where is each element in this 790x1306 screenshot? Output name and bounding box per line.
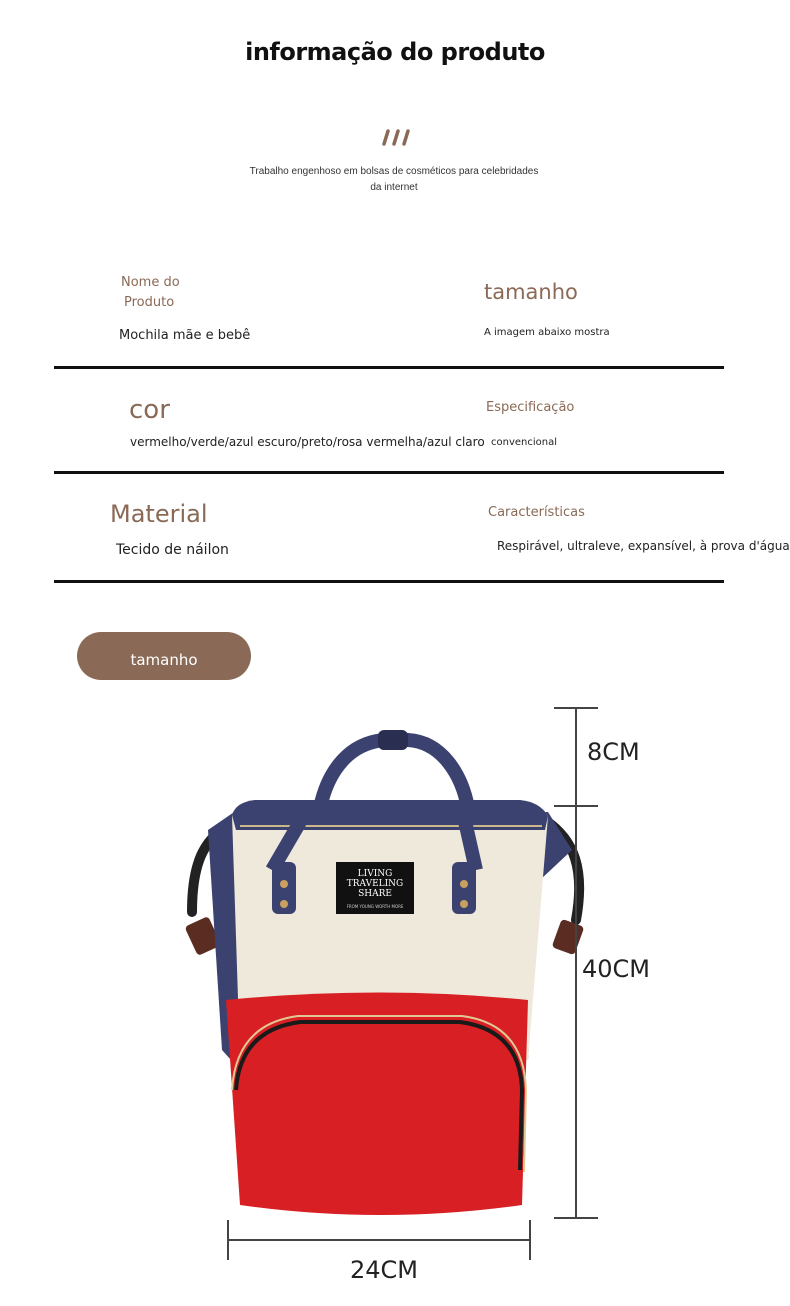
slashes-decoration-icon (378, 128, 414, 148)
bag-label-line3: SHARE (358, 889, 392, 899)
bag-label-line1: LIVING (357, 869, 393, 879)
specification-value: convencional (491, 437, 558, 448)
material-label: Material (110, 500, 208, 528)
features-value: Respirável, ultraleve, expansível, à prova d'água (497, 539, 790, 553)
product-name-label-line2: Produto (124, 295, 175, 310)
specification-label: Especificação (486, 400, 575, 415)
divider (54, 580, 724, 583)
product-name-value: Mochila mãe e bebê (119, 328, 251, 343)
handle-height-label: 8CM (587, 738, 640, 766)
page-title: informação do produto (245, 38, 545, 66)
page-subtitle: Trabalho engenhoso em bolsas de cosméticos para celebridades da internet (249, 166, 539, 193)
product-name-label (121, 273, 180, 313)
divider (54, 471, 724, 474)
backpack-handle-cap (378, 730, 408, 750)
color-label: cor (129, 395, 170, 425)
body-height-label: 40CM (582, 955, 651, 983)
size-value: A imagem abaixo mostra (484, 327, 610, 338)
size-section-badge: tamanho (77, 632, 251, 680)
size-label: tamanho (484, 280, 578, 304)
product-name-label-line1: Nome do (121, 275, 180, 290)
features-label: Características (488, 505, 585, 520)
backpack-handle (320, 740, 468, 808)
bag-label-line2: TRAVELING (346, 879, 404, 889)
color-value: vermelho/verde/azul escuro/preto/rosa vermelha/azul claro (130, 435, 485, 449)
width-label: 24CM (350, 1256, 419, 1284)
bag-label-small: FROM YOUNG WORTH MORE (346, 904, 404, 909)
divider (54, 366, 724, 369)
backpack-size-diagram (0, 690, 790, 1306)
material-value: Tecido de náilon (116, 542, 229, 558)
